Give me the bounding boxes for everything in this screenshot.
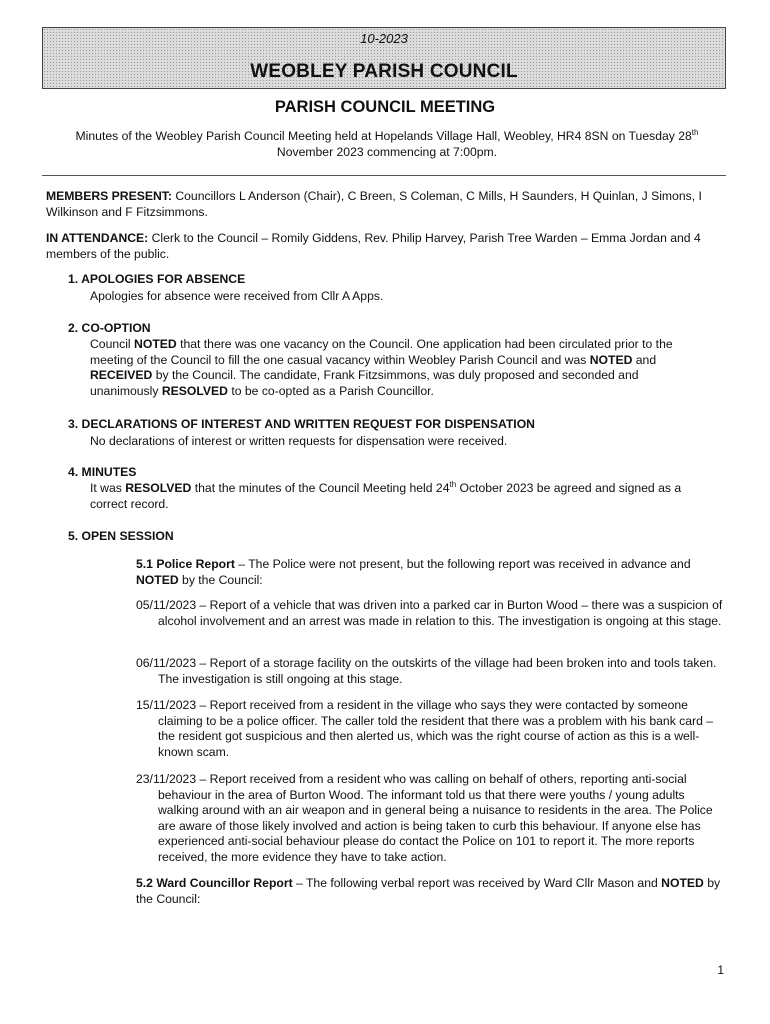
police-report-entry: 23/11/2023 – Report received from a resident who was calling on behalf of others, reporting anti-social behaviour in the area of Burton Wood. The informant told us that there were youths / young adults walking around with an air weapon and in general being a nuisance to residents in the area. The Police are aware of those likely involved and action is being taken to curb this behaviour. If anyone else has experienced anti-social behaviour please do contact the Police on 101 to report it. The more reports received, the more evidence they have to take action. <box>136 772 713 864</box>
intro-text-2: November 2023 commencing at 7:00pm. <box>276 145 498 159</box>
police-report-text: – The Police were not present, but the following report was received in advance and <box>234 557 691 571</box>
cooption-bold-noted: NOTED <box>134 337 177 351</box>
cooption-bold-noted: NOTED <box>589 352 633 367</box>
apologies-text: Apologies for absence were received from Cllr A Apps. <box>90 289 384 303</box>
intro-superscript: th <box>691 127 699 137</box>
cooption-text-part: to be co-opted as a Parish Councillor. <box>227 383 434 398</box>
page-number: 1 <box>717 963 724 977</box>
header-box <box>42 27 726 89</box>
declarations-text: No declarations of interest or written requests for dispensation were received. <box>90 434 508 448</box>
meeting-intro <box>50 128 724 160</box>
intro-text: Minutes of the Weobley Parish Council Meeting held at Hopelands Village Hall, Weobley, HR4 8SN on Tuesday 28 <box>75 129 692 143</box>
cooption-text-part: that there was one vacancy on the Council. One application had been circulated prior to the meeting of the Council to fill the one casual vacancy within Weobley Parish Council and was <box>90 337 673 367</box>
document-code: 10-2023 <box>360 31 408 46</box>
in-attendance <box>46 231 726 262</box>
cooption-text-part: and <box>632 352 657 367</box>
meeting-title: PARISH COUNCIL MEETING <box>274 98 496 116</box>
minutes-text-part: October 2023 be agreed and signed as a correct record. <box>90 481 682 511</box>
ward-report-text: by the Council: <box>136 876 721 906</box>
header-divider <box>42 175 726 176</box>
minutes-text-part: It was <box>90 481 126 495</box>
minutes-text-part: that the minutes of the Council Meeting held 24 <box>191 481 450 495</box>
ward-report-label: 5.2 Ward Councillor Report <box>136 876 293 890</box>
cooption-text-part: Council <box>90 337 135 351</box>
council-title: WEOBLEY PARISH COUNCIL <box>250 61 518 82</box>
police-report-entry: 06/11/2023 – Report of a storage facility on the outskirts of the village had been broken into and tools taken. The investigation is still ongoing at this stage. <box>136 656 717 686</box>
members-present-label: MEMBERS PRESENT: <box>46 189 172 203</box>
cooption-text-part: by the Council. The candidate, Frank Fitzsimmons, was duly proposed and seconded and unanimously <box>90 368 639 398</box>
police-report-bold-noted: NOTED <box>136 572 179 587</box>
police-report-entry: 05/11/2023 – Report of a vehicle that was driven into a parked car in Burton Wood – there was a suspicion of alcohol involvement and an arrest was made in relation to this. The investigation is ongoing at this stage. <box>136 598 723 628</box>
minutes-text <box>90 481 710 512</box>
ward-report-text: – The following verbal report was received by Ward Cllr Mason and <box>292 876 662 890</box>
section-heading-cooption: 2. CO-OPTION <box>68 321 151 335</box>
police-report-intro <box>136 557 726 588</box>
section-heading-open-session: 5. OPEN SESSION <box>68 529 174 543</box>
section-heading-apologies: 1. APOLOGIES FOR ABSENCE <box>68 272 246 286</box>
members-present-text: Councillors L Anderson (Chair), C Breen, S Coleman, C Mills, H Saunders, H Quinlan, J Simons, I Wilkinson and F Fitzsimmons. <box>46 189 702 219</box>
police-report-label: 5.1 Police Report <box>136 557 235 571</box>
in-attendance-text: Clerk to the Council – Romily Giddens, Rev. Philip Harvey, Parish Tree Warden – Emma Jordan and 4 members of the public. <box>46 231 701 261</box>
cooption-text <box>90 337 710 399</box>
ward-report-bold-noted: NOTED <box>661 876 704 890</box>
minutes-superscript: th <box>449 479 457 489</box>
in-attendance-label: IN ATTENDANCE: <box>46 231 149 245</box>
cooption-bold-received: RECEIVED <box>90 368 153 383</box>
section-heading-minutes: 4. MINUTES <box>68 465 137 479</box>
minutes-bold-resolved: RESOLVED <box>125 481 192 495</box>
members-present <box>46 189 726 220</box>
ward-councillor-report <box>136 876 726 907</box>
police-report-entry: 15/11/2023 – Report received from a resident in the village who says they were contacted by someone claiming to be a police officer. The caller told the resident that there was a problem with his bank card – the resident got suspicious and then alerted us, which was the right course of action as this is a well-known scam. <box>136 698 714 759</box>
section-heading-declarations: 3. DECLARATIONS OF INTEREST AND WRITTEN REQUEST FOR DISPENSATION <box>68 417 535 431</box>
police-report-text: by the Council: <box>178 572 263 587</box>
cooption-bold-resolved: RESOLVED <box>161 383 228 398</box>
